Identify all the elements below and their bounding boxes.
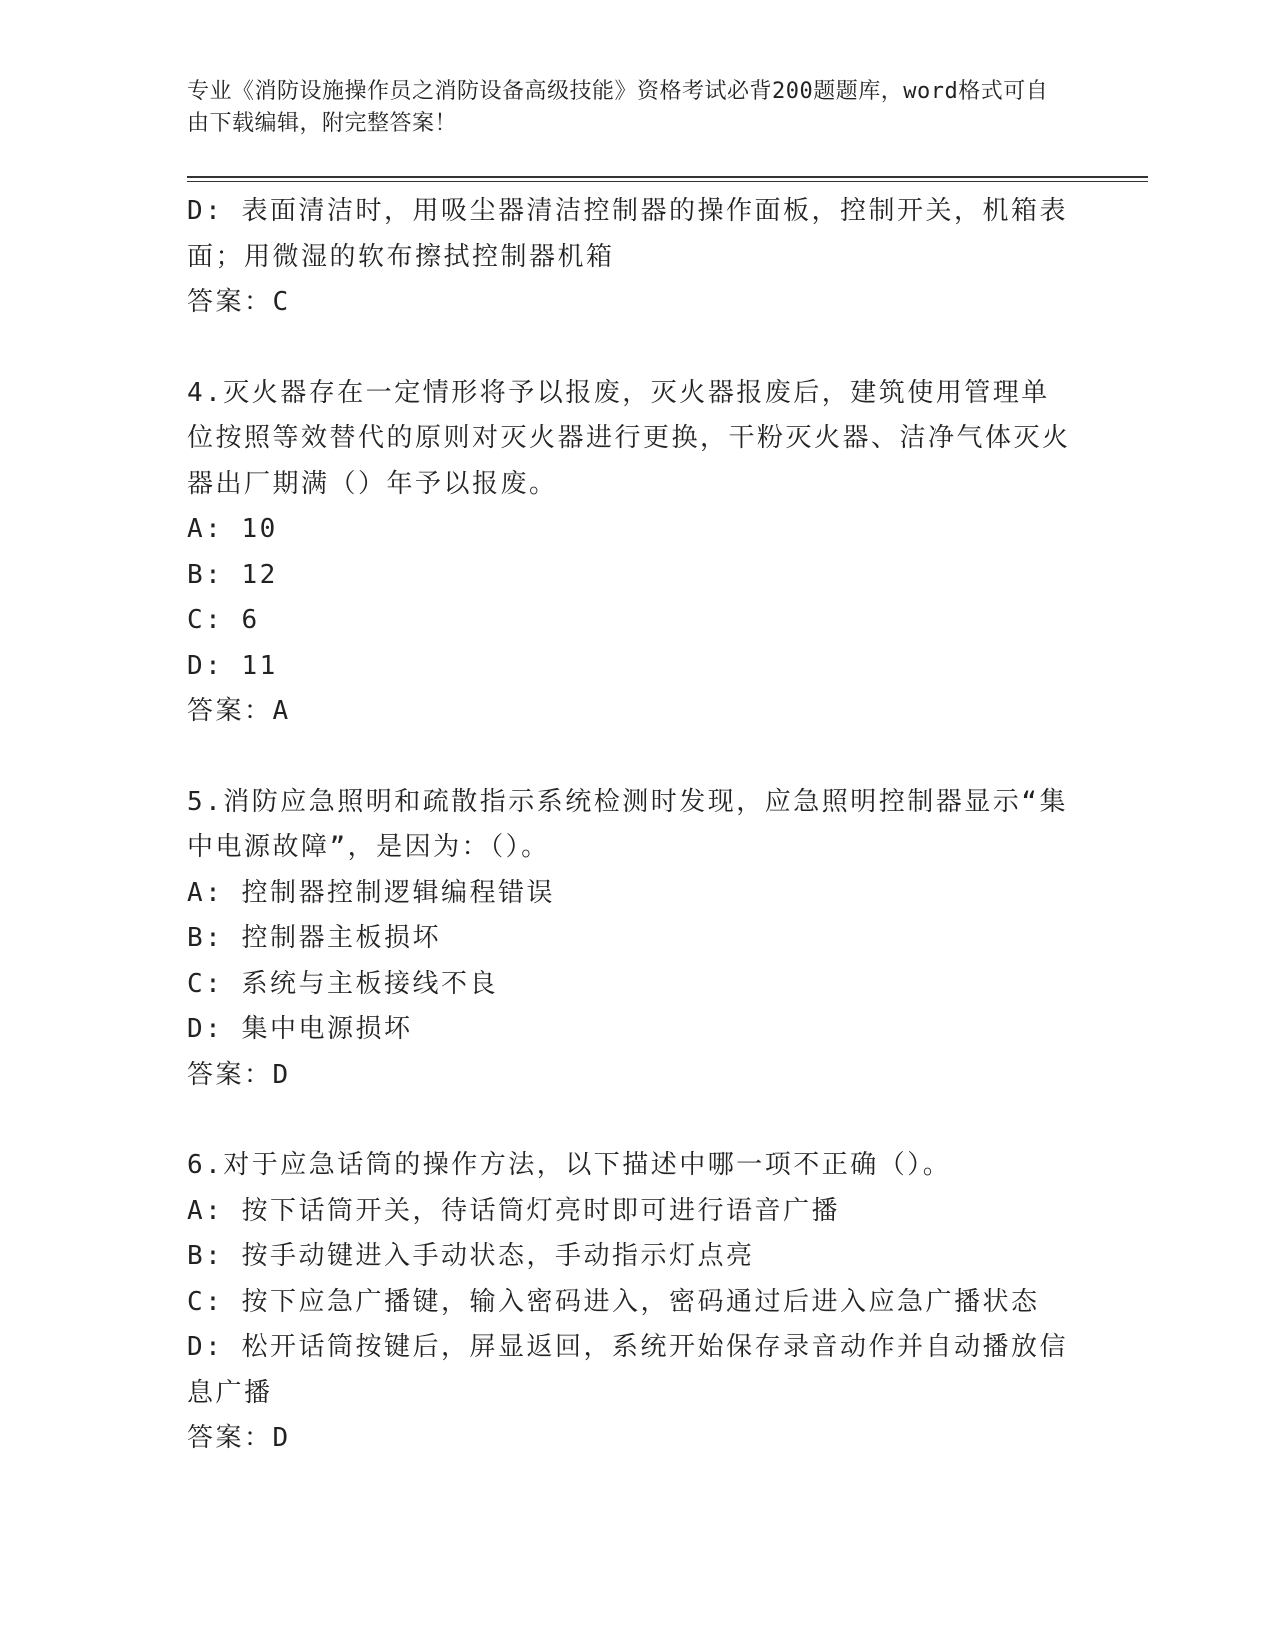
header-rule-thick	[187, 176, 1148, 178]
question-block-4	[187, 371, 1077, 735]
document-header: 专业《消防设施操作员之消防设备高级技能》资格考试必背200题题库，word格式可自由下载编辑，附完整答案！	[187, 79, 1049, 136]
spacer	[187, 326, 1077, 371]
answer-line: 答案：A	[187, 696, 291, 726]
option-d: D: 11	[187, 650, 278, 681]
header-rule-thin	[187, 181, 1148, 182]
option-c: C: 系统与主板接线不良	[187, 968, 498, 999]
question-stem: 6.对于应急话筒的操作方法，以下描述中哪一项不正确（）。	[187, 1150, 952, 1180]
answer-line: 答案：D	[187, 1423, 291, 1453]
answer-line: 答案：C	[187, 287, 291, 317]
option-b: B: 12	[187, 559, 278, 590]
spacer	[187, 1098, 1077, 1143]
answer-line: 答案：D	[187, 1059, 291, 1090]
option-c: C: 6	[187, 605, 260, 635]
option-b: B: 控制器主板损坏	[187, 923, 441, 953]
option-a: A: 按下话筒开关，待话筒灯亮时即可进行语音广播	[187, 1195, 840, 1226]
option-d: D: 集中电源损坏	[187, 1014, 413, 1044]
option-a: A: 10	[187, 514, 278, 544]
option-c: C: 按下应急广播键，输入密码进入，密码通过后进入应急广播状态	[187, 1286, 1040, 1317]
option-b: B: 按手动键进入手动状态，手动指示灯点亮	[187, 1241, 755, 1271]
question-stem: 5.消防应急照明和疏散指示系统检测时发现，应急照明控制器显示“集中电源故障”，是因为：（）。	[187, 786, 1068, 862]
option-d: D: 表面清洁时，用吸尘器清洁控制器的操作面板，控制开关，机箱表面；用微湿的软布擦拭控制器机箱	[187, 196, 1068, 272]
option-d: D: 松开话筒按键后，屏显返回，系统开始保存录音动作并自动播放信息广播	[187, 1332, 1068, 1408]
question-list	[187, 189, 1077, 1462]
question-block-prev	[187, 189, 1077, 326]
question-stem: 4.灭火器存在一定情形将予以报废，灭火器报废后，建筑使用管理单位按照等效替代的原则对灭火器进行更换，干粉灭火器、洁净气体灭火器出厂期满（）年予以报废。	[187, 377, 1071, 499]
question-block-5	[187, 780, 1077, 1099]
option-a: A: 控制器控制逻辑编程错误	[187, 877, 555, 908]
question-block-6	[187, 1143, 1077, 1462]
spacer	[187, 735, 1077, 780]
